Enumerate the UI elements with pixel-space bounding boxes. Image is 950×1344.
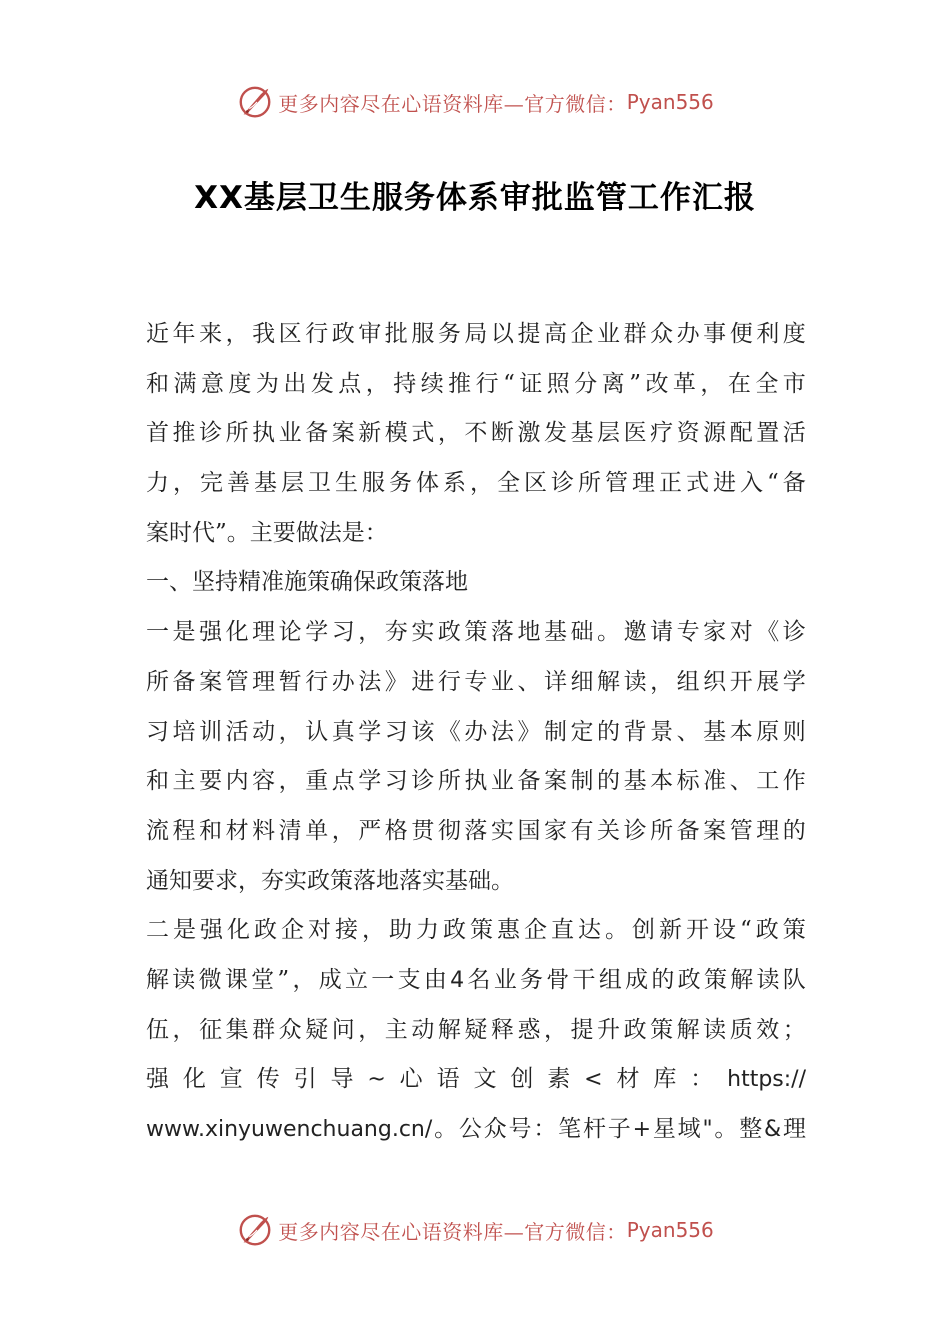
body-line: 近 年 来 ， 我 区 行 政 审 批 服 务 局 以 提 高 企 业 群 众 办 事 便 利 度 (146, 321, 806, 347)
banner-text: 更多内容尽在心语资料库—官方微信： (278, 1219, 627, 1244)
body-line: 强 化 宣 传 引 导 ~ 心 语 文 创 素 < 材 库 ： https:// (146, 1066, 806, 1093)
body-line: www.xinyuwenchuang.cn/ 。 公 众 号 ： 笔 杆 子 + 星 域 " 。 整 & 理 (146, 1116, 806, 1142)
footer-banner (0, 1208, 950, 1252)
banner-text: 更多内容尽在心语资料库—官方微信： (278, 91, 627, 116)
body-line: 案时代”。主要做法是： (146, 519, 388, 546)
header-banner (0, 80, 950, 124)
quill-pen-icon (236, 83, 274, 121)
body-line: 和 满 意 度 为 出 发 点 ， 持 续 推 行 “ 证 照 分 离 ” 改 革 ， 在 全 市 (146, 370, 806, 397)
body-line: 和 主 要 内 容 ， 重 点 学 习 诊 所 执 业 备 案 制 的 基 本 标 准 、 工 作 (146, 768, 806, 795)
body-line: 通知要求，夯实政策落地落实基础。 (146, 867, 514, 894)
body-line: 解 读 微 课 堂 ” ， 成 立 一 支 由 4 名 业 务 骨 干 组 成 的 政 策 解 读 队 (146, 966, 806, 993)
document-body (146, 310, 806, 1155)
body-line: 首 推 诊 所 执 业 备 案 新 模 式 ， 不 断 激 发 基 层 医 疗 资 源 配 置 活 (146, 420, 806, 447)
quill-pen-icon (236, 1211, 274, 1249)
body-line: 习 培 训 活 动 ， 认 真 学 习 该 《 办 法 》 制 定 的 背 景 、 基 本 原 则 (146, 718, 806, 745)
banner-wechat-id: Pyan556 (626, 1218, 714, 1242)
section-heading: 一、坚持精准施策确保政策落地 (146, 569, 468, 596)
body-line: 二 是 强 化 政 企 对 接 ， 助 力 政 策 惠 企 直 达 。 创 新 开 设 “ 政 策 (146, 917, 806, 944)
body-line: 力 ， 完 善 基 层 卫 生 服 务 体 系 ， 全 区 诊 所 管 理 正 式 进 入 “ 备 (146, 470, 806, 497)
body-line: 所 备 案 管 理 暂 行 办 法 》 进 行 专 业 、 详 细 解 读 ， 组 织 开 展 学 (146, 668, 806, 695)
document-title: XX基层卫生服务体系审批监管工作汇报 (194, 180, 756, 216)
banner-wechat-id: Pyan556 (626, 90, 714, 114)
body-line: 一 是 强 化 理 论 学 习 ， 夯 实 政 策 落 地 基 础 。 邀 请 专 家 对 《 诊 (146, 619, 806, 646)
body-line: 伍 ， 征 集 群 众 疑 问 ， 主 动 解 疑 释 惑 ， 提 升 政 策 解 读 质 效 ； (146, 1016, 806, 1043)
body-line: 流 程 和 材 料 清 单 ， 严 格 贯 彻 落 实 国 家 有 关 诊 所 备 案 管 理 的 (146, 817, 806, 844)
